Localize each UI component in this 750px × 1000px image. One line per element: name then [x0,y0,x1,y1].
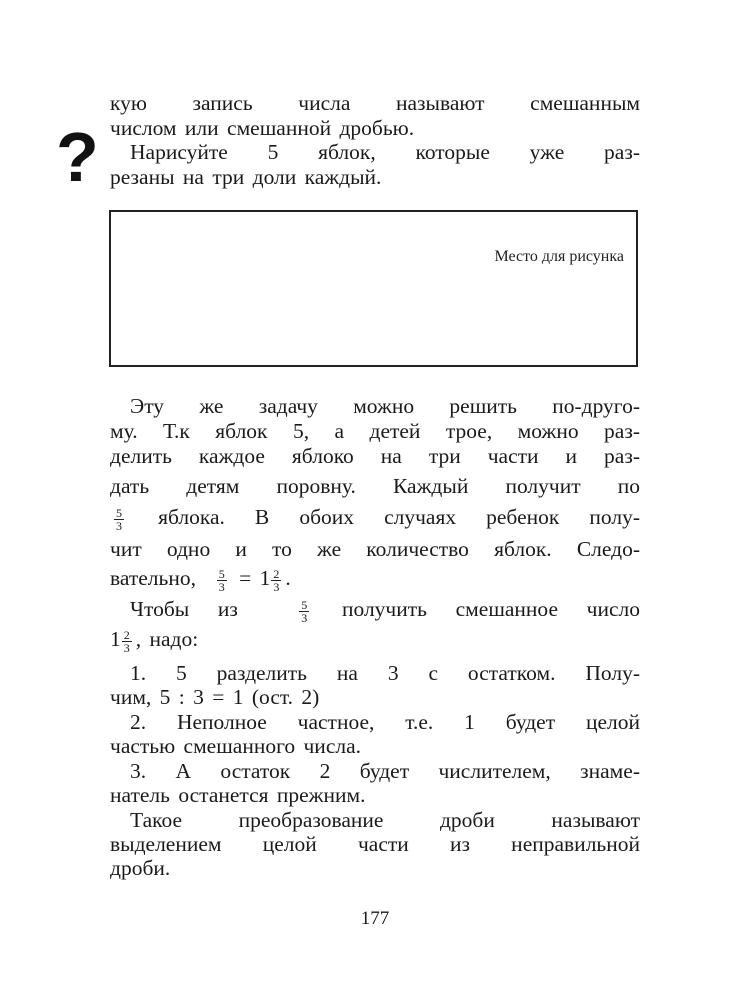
page-number: 177 [360,908,390,929]
step-1-line-2: чим, 5 : 3 = 1 (ост. 2) [110,685,320,709]
fraction-two-thirds: $\frac{2}{3}$ [273,566,280,594]
question-mark-icon: ? [56,118,99,196]
conclusion-line-2: выделением целой части из неправильной [110,832,640,856]
solution-line-1: Эту же задачу можно решить по-друго- [130,394,640,418]
step-1-line-1: 1. 5 разделить на 3 с остатком. Полу- [130,661,640,685]
step-2-line-1: 2. Неполное частное, т.е. 1 будет целой [130,710,640,734]
fraction-two-thirds: $\frac{2}{3}$ [123,627,130,655]
convert-line-1: Чтобы из $\frac{5}{3}$ получить смешанное число [130,597,641,625]
solution-line-4: дать детям поровну. Каждый получит по [110,474,640,498]
conclusion-line-1: Такое преобразование дроби называют [130,808,640,832]
solution-line-6: чит одно и то же количество яблок. Следо- [110,537,640,561]
fraction-five-thirds: $\frac{5}{3}$ [218,566,225,594]
solution-line-7: вательно, $\frac{5}{3}$ = 1 $\frac{2}{3}$ . [110,566,291,594]
fraction-five-thirds: $\frac{5}{3}$ [116,505,122,533]
conclusion-line-3: дроби. [110,856,171,880]
fraction-five-thirds: $\frac{5}{3}$ [301,597,308,625]
convert-line-2: 1 $\frac{2}{3}$ , надо: [110,627,199,655]
step-3-line-1: 3. А остаток 2 будет числителем, знаме- [130,759,640,783]
solution-line-3: делить каждое яблоко на три части и раз- [110,444,640,468]
task-line-1: Нарисуйте 5 яблок, которые уже раз- [130,140,640,164]
step-3-line-2: натель останется прежним. [110,783,366,807]
intro-line-1: кую запись числа называют смешанным [110,91,640,115]
solution-line-5: $\frac{5}{3}$ яблока. В обоих случаях ребенок полу- [116,505,641,533]
drawing-box-caption: Место для рисунка [494,248,624,265]
intro-line-2: числом или смешанной дробью. [110,116,415,140]
step-2-line-2: частью смешанного числа. [110,734,362,758]
drawing-box[interactable] [109,210,638,367]
solution-line-2: му. Т.к яблок 5, а детей трое, можно раз- [110,419,640,443]
task-line-2: резаны на три доли каждый. [110,165,382,189]
